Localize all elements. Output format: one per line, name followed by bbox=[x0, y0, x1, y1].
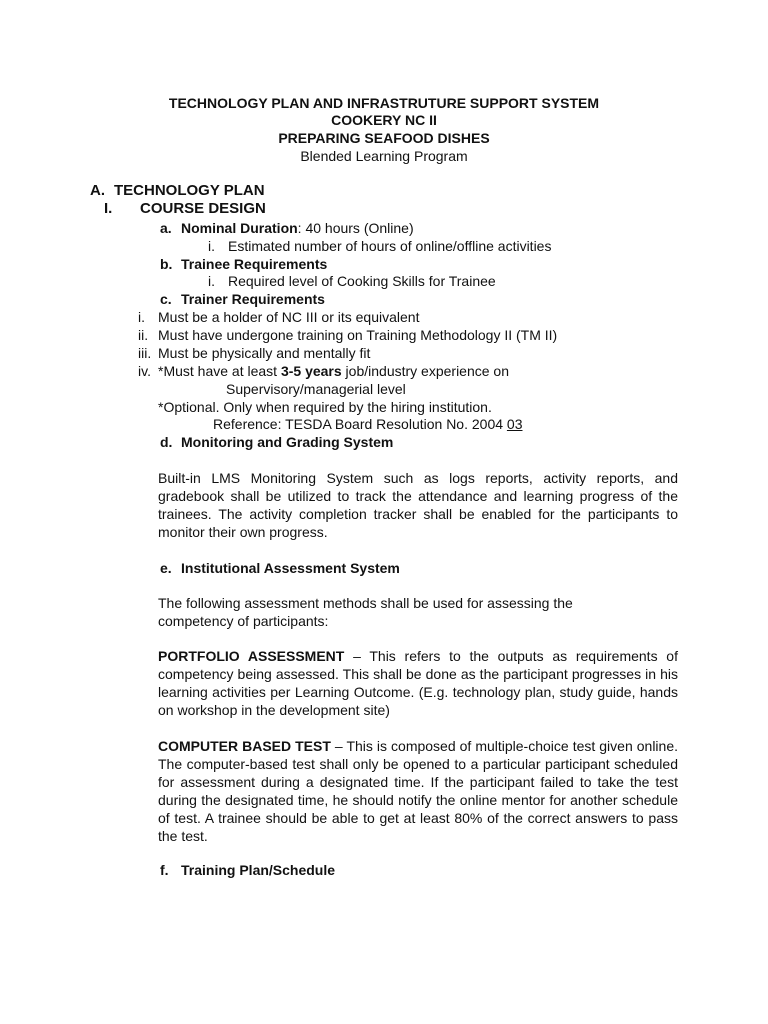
training-plan-heading: Training Plan/Schedule bbox=[181, 862, 336, 878]
experience-years: 3-5 years bbox=[280, 363, 342, 379]
reference-number: 03 bbox=[506, 416, 523, 432]
section-a-marker: A. bbox=[90, 182, 105, 199]
item-f-marker: f. bbox=[160, 862, 169, 878]
doc-title-unit: PREPARING SEAFOOD DISHES bbox=[278, 130, 490, 146]
optional-note: *Optional. Only when required by the hiring institution. bbox=[158, 399, 492, 415]
course-design-heading: COURSE DESIGN bbox=[140, 200, 266, 217]
item-e-marker: e. bbox=[160, 560, 172, 576]
trainer-req-text: Must be physically and mentally fit bbox=[158, 345, 371, 361]
doc-title: TECHNOLOGY PLAN AND INFRASTRUTURE SUPPORT SYSTEM bbox=[168, 95, 600, 111]
item-a-sub-text: Estimated number of hours of online/offline activities bbox=[228, 238, 552, 254]
experience-continuation: Supervisory/managerial level bbox=[226, 381, 406, 397]
trainer-req-marker: iv. bbox=[138, 363, 151, 379]
cbt-label: COMPUTER BASED TEST bbox=[158, 738, 331, 754]
trainer-req-text: Must be a holder of NC III or its equivalent bbox=[158, 309, 420, 325]
item-b-sub-marker: i. bbox=[208, 273, 215, 289]
trainee-requirements-heading: Trainee Requirements bbox=[181, 256, 328, 272]
trainer-req-marker: iii. bbox=[138, 345, 152, 361]
nominal-duration-label: Nominal Duration bbox=[181, 220, 298, 236]
reference-note bbox=[213, 415, 523, 433]
assessment-system-heading: Institutional Assessment System bbox=[181, 560, 400, 576]
item-c-marker: c. bbox=[160, 291, 172, 307]
portfolio-paragraph bbox=[158, 647, 678, 719]
trainer-requirements-heading: Trainer Requirements bbox=[181, 291, 325, 307]
portfolio-label: PORTFOLIO ASSESSMENT bbox=[158, 648, 345, 664]
portfolio-text: – This refers to the outputs as requirements of competency being assessed. This shall be done as the participant progresses in his learning activities per Learning Outcome. (E.g. technology plan, study guide, hands on workshop in the development site) bbox=[158, 648, 678, 718]
nominal-duration-value: : 40 hours (Online) bbox=[297, 220, 414, 236]
item-b-marker: b. bbox=[160, 256, 173, 272]
experience-pre: *Must have at least bbox=[158, 363, 281, 379]
nominal-duration-line bbox=[181, 219, 414, 237]
item-d-marker: d. bbox=[160, 434, 173, 450]
cbt-paragraph bbox=[158, 737, 678, 845]
trainer-req-marker: ii. bbox=[138, 327, 149, 343]
item-b-sub-text: Required level of Cooking Skills for Trainee bbox=[228, 273, 496, 289]
monitoring-grading-heading: Monitoring and Grading System bbox=[181, 434, 394, 450]
item-a-marker: a. bbox=[160, 220, 172, 236]
section-a-heading: TECHNOLOGY PLAN bbox=[114, 182, 265, 199]
doc-title-qualification: COOKERY NC II bbox=[331, 112, 437, 128]
reference-text: Reference: TESDA Board Resolution No. 2004 bbox=[213, 416, 507, 432]
trainer-req-experience bbox=[158, 362, 509, 380]
trainer-req-marker: i. bbox=[138, 309, 145, 325]
cbt-text: – This is composed of multiple-choice test given online. The computer-based test shall only be opened to a particular participant scheduled for assessment during a designated time. If the participant failed to take the test during the designated time, he should notify the online mentor for another schedule of test. A trainee should be able to get at least 80% of the correct answers to pass the test. bbox=[158, 738, 678, 844]
monitoring-paragraph: Built-in LMS Monitoring System such as logs reports, activity reports, and gradebook shall be utilized to track the attendance and learning progress of the trainees. The activity completion tracker shall be enabled for the participants to monitor their own progress. bbox=[158, 470, 678, 540]
experience-post: job/industry experience on bbox=[341, 363, 509, 379]
doc-subtitle: Blended Learning Program bbox=[300, 148, 468, 164]
course-design-marker: I. bbox=[104, 200, 113, 217]
assessment-intro: The following assessment methods shall be used for assessing the competency of participants: bbox=[158, 595, 573, 629]
item-a-sub-marker: i. bbox=[208, 238, 215, 254]
trainer-req-text: Must have undergone training on Training Methodology II (TM II) bbox=[158, 327, 558, 343]
